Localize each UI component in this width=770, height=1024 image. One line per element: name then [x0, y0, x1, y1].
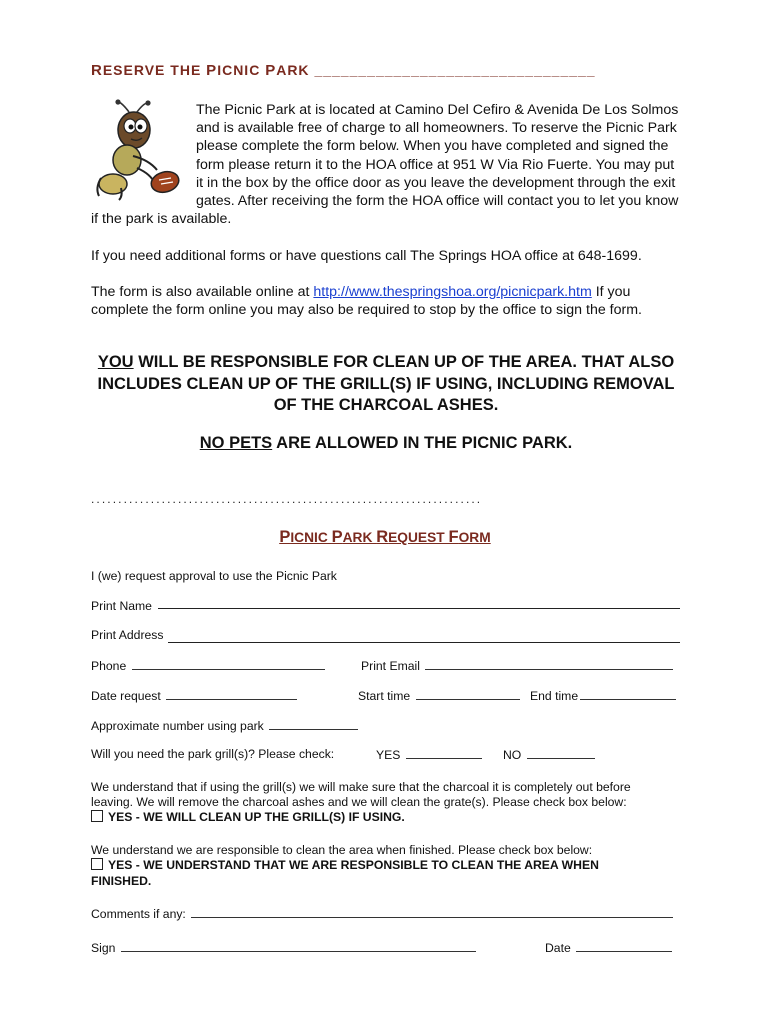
header-r: R	[91, 62, 103, 79]
date-request-field	[91, 688, 297, 704]
header-pp: P	[265, 62, 277, 79]
print-name-input[interactable]	[158, 608, 680, 609]
grill-understand-line-1: We understand that if using the grill(s) we will make sure that the charcoal it is completely out before	[91, 780, 631, 794]
start-time-field	[358, 688, 520, 704]
date-label: Date	[545, 941, 571, 955]
phone-input[interactable]	[132, 658, 325, 670]
reserve-header	[91, 62, 681, 79]
no-pets-underlined: NO PETS	[199, 434, 273, 452]
grill-question: Will you need the park grill(s)? Please check:	[91, 747, 335, 761]
contact-paragraph: If you need additional forms or have questions call The Springs HOA office at 648-1699.	[91, 248, 642, 264]
grill-no-input[interactable]	[527, 747, 595, 759]
grill-yes-field	[376, 747, 482, 763]
date-field	[545, 940, 672, 956]
area-cleanup-label: YES - WE UNDERSTAND THAT WE ARE RESPONSIBLE TO CLEAN THE AREA WHEN	[108, 858, 599, 872]
comments-label: Comments if any:	[91, 907, 186, 921]
comments-input[interactable]	[191, 906, 673, 918]
grill-yes-label: YES	[376, 748, 401, 762]
grill-cleanup-checkbox[interactable]	[91, 810, 103, 822]
online-form-link[interactable]: http://www.thespringshoa.org/picnicpark.htm	[313, 284, 592, 300]
end-time-field	[530, 688, 676, 704]
online-after: If you complete the form online you may also be required to stop by the office to sign the form.	[91, 284, 642, 319]
end-time-label: End time	[530, 689, 579, 703]
header-icnic: ICNIC	[217, 62, 266, 78]
area-checkbox-row	[91, 858, 599, 873]
responsibility-rest: WILL BE RESPONSIBLE FOR CLEAN UP OF THE AREA. THAT ALSO INCLUDES CLEAN UP OF THE GRILL(S) IF USING, INCLUDING REMOVAL OF THE CHARCOAL ASHES.	[97, 353, 675, 414]
print-address-label: Print Address	[91, 628, 164, 642]
approx-number-input[interactable]	[269, 718, 358, 730]
online-paragraph	[91, 283, 681, 319]
area-understand-line: We understand we are responsible to clean the area when finished. Please check box below:	[91, 843, 593, 857]
responsibility-notice	[91, 352, 681, 417]
header-underscores: ________________________________	[314, 62, 596, 78]
print-address-input[interactable]	[168, 642, 680, 643]
start-time-input[interactable]	[416, 688, 520, 700]
grill-no-field	[503, 747, 595, 763]
approx-number-field	[91, 718, 358, 734]
grill-yes-input[interactable]	[406, 747, 482, 759]
comments-field	[91, 906, 673, 922]
online-before: The form is also available online at	[91, 284, 314, 300]
date-request-label: Date request	[91, 689, 161, 703]
no-pets-rest: ARE ALLOWED IN THE PICNIC PARK.	[272, 434, 573, 452]
start-time-label: Start time	[358, 689, 411, 703]
date-request-input[interactable]	[166, 688, 297, 700]
phone-field	[91, 658, 325, 674]
intro-float-spacer	[91, 101, 196, 209]
header-p: P	[206, 62, 218, 79]
form-title-text: PICNIC PARK REQUEST FORM	[279, 528, 491, 546]
grill-cleanup-label: YES - WE WILL CLEAN UP THE GRILL(S) IF USING.	[108, 810, 405, 824]
sign-input[interactable]	[121, 940, 476, 952]
grill-no-label: NO	[503, 748, 522, 762]
intro-paragraph	[91, 101, 681, 228]
date-input[interactable]	[576, 940, 672, 952]
phone-label: Phone	[91, 659, 127, 673]
end-time-input[interactable]	[580, 688, 676, 700]
email-field	[361, 658, 673, 674]
form-title	[0, 528, 770, 547]
email-input[interactable]	[425, 658, 673, 670]
grill-understand-line-2: leaving. We will remove the charcoal ashes and we will clean the grate(s). Please check box below:	[91, 795, 627, 809]
sign-label: Sign	[91, 941, 116, 955]
grill-checkbox-row	[91, 810, 405, 825]
intro-text: The Picnic Park at is located at Camino Del Cefiro & Avenida De Los Solmos and is available free of charge to all homeowners. To reserve the Picnic Park please complete the form below. When you have completed and signed the form please return it to the HOA office at 951 W Via Rio Fuerte. You may put it in the box by the office door as you leave the development through the exit gates. After receiving the form the HOA office will contact you to let you know if the park is available.	[91, 102, 679, 228]
dotted-separator: ........................................................................	[91, 492, 483, 506]
area-cleanup-checkbox[interactable]	[91, 858, 103, 870]
header-ark: ARK	[276, 62, 315, 78]
request-statement: I (we) request approval to use the Picnic Park	[91, 569, 337, 583]
header-eserve: ESERVE THE	[102, 62, 207, 78]
sign-field	[91, 940, 476, 956]
no-pets-notice	[91, 433, 681, 455]
area-cleanup-label-cont: FINISHED.	[91, 874, 152, 888]
print-name-label: Print Name	[91, 599, 152, 613]
approx-number-label: Approximate number using park	[91, 719, 264, 733]
email-label: Print Email	[361, 659, 420, 673]
responsibility-you: YOU	[97, 353, 134, 371]
